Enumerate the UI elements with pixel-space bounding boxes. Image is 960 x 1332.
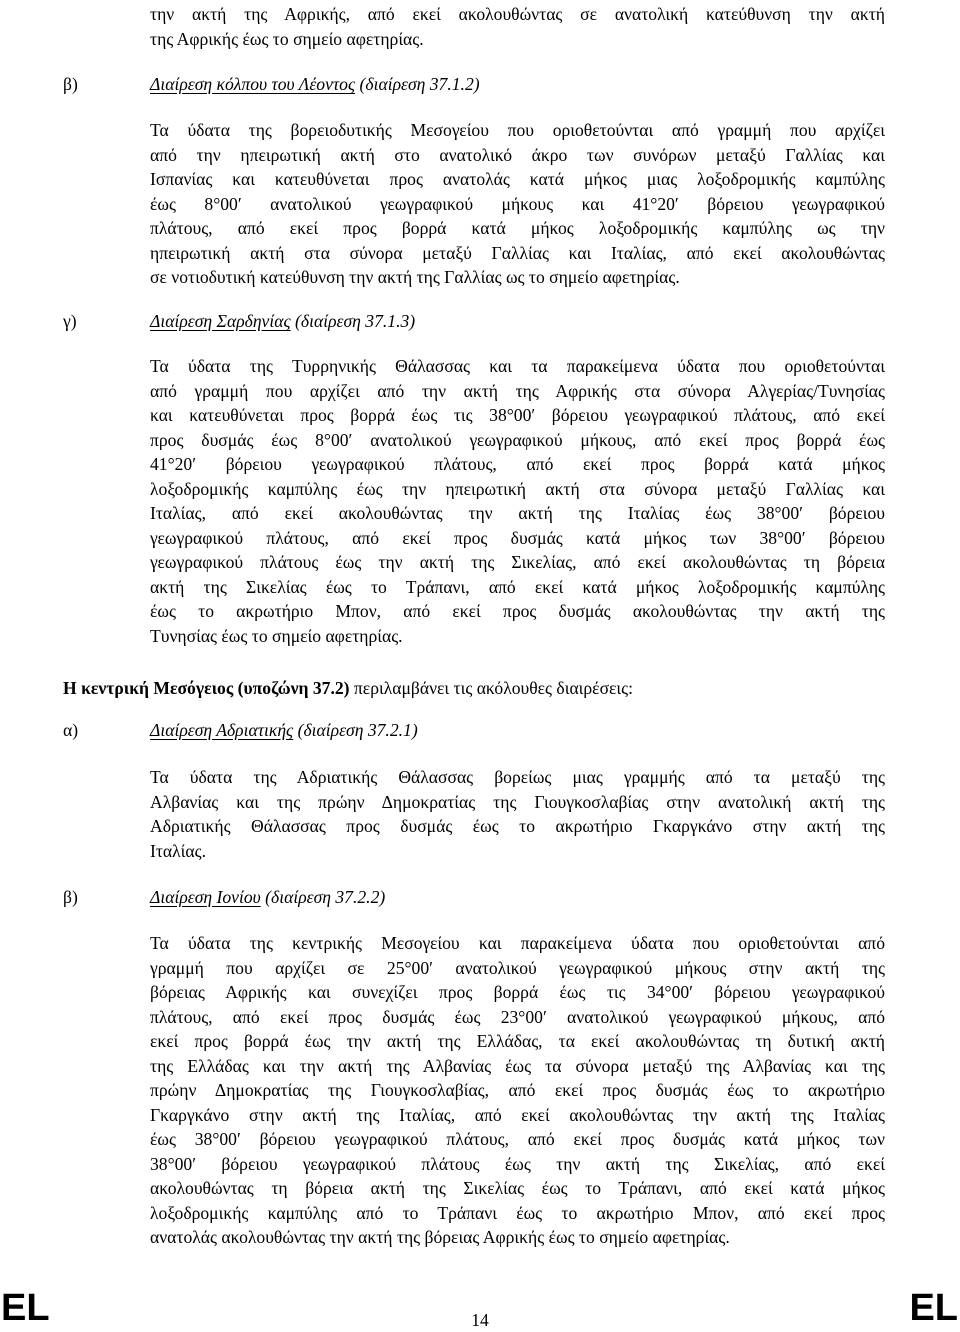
text-line: Τα ύδατα της Αδριατικής Θάλασσας βορείως μιας γραμμής από τα μεταξύ της	[150, 767, 885, 787]
text-line: γραμμή που αρχίζει σε 25°00′ ανατολικού γεωγραφικού μήκους στην ακτή της	[150, 957, 885, 978]
text-line: πλάτους, από εκεί προς βορρά κατά μήκος λοξοδρομικής καμπύλης ως την	[150, 218, 885, 238]
text-line: γεωγραφικού πλάτους έως την ακτή της Σικελίας, από εκεί ακολουθώντας τη βόρεια	[150, 552, 885, 572]
section-title	[150, 309, 415, 334]
text-line: πλάτους, από εκεί προς δυσμάς έως 23°00′ ανατολικού γεωγραφικού μήκους, από	[150, 1006, 885, 1027]
continuation-paragraph	[150, 2, 885, 51]
section-reference: (διαίρεση 37.2.2)	[265, 887, 386, 907]
paragraph-sardinia	[150, 354, 885, 648]
central-mediterranean-rest: περιλαμβάνει τις ακόλουθες διαιρέσεις:	[349, 678, 634, 698]
text-line: προς δυσμάς έως 8°00′ ανατολικού γεωγραφικού μήκους, από εκεί προς βορρά έως	[150, 429, 885, 450]
section-title-underlined: Διαίρεση Ιονίου	[150, 887, 261, 907]
text-line: σε νοτιοδυτική κατεύθυνση την ακτή της Γαλλίας ως το σημείο αφετηρίας.	[150, 267, 680, 287]
text-line: 38°00′ βόρειου γεωγραφικού πλάτους έως την ακτή της Σικελίας, από εκεί	[150, 1153, 885, 1174]
text-line: εκεί προς βορρά έως την ακτή της Ελλάδας, τα εκεί ακολουθώντας τη δυτική ακτή	[150, 1031, 885, 1051]
text-line: ανατολάς ακολουθώντας την ακτή της βόρειας Αφρικής έως το σημείο αφετηρίας.	[150, 1227, 730, 1247]
section-reference: (διαίρεση 37.1.2)	[359, 74, 480, 94]
text-line: γεωγραφικού πλάτους, από εκεί προς δυσμάς κατά μήκος των 38°00′ βόρειου	[150, 527, 885, 548]
section-label: β)	[63, 887, 78, 907]
text-line: λοξοδρομικής καμπύλης έως την ηπειρωτική ακτή στα σύνορα μεταξύ Γαλλίας και	[150, 478, 885, 499]
text-line: από την ηπειρωτική ακτή στο ανατολικό άκρο των συνόρων μεταξύ Γαλλίας και	[150, 144, 885, 165]
section-label: α)	[63, 720, 79, 740]
section-title-underlined: Διαίρεση Σαρδηνίας	[150, 311, 291, 331]
section-label: β)	[63, 74, 78, 94]
text-line: έως 38°00′ βόρειου γεωγραφικού πλάτους, από εκεί προς δυσμάς κατά μήκος των	[150, 1129, 885, 1149]
text-line: Τα ύδατα της Τυρρηνικής Θάλασσας και τα παρακείμενα ύδατα που οριοθετούνται	[150, 356, 885, 376]
text-line: Ισπανίας και κατευθύνεται προς ανατολάς κατά μήκος μιας λοξοδρομικής καμπύλης	[150, 169, 885, 189]
section-title-underlined: Διαίρεση Αδριατικής	[150, 720, 294, 740]
text-line: Ιταλίας.	[150, 840, 206, 861]
section-title	[150, 72, 480, 97]
section-heading-adriatic	[63, 718, 883, 743]
section-reference: (διαίρεση 37.1.3)	[295, 311, 416, 331]
text-line: Γκαργκάνο στην ακτή της Ιταλίας, από εκεί ακολουθώντας την ακτή της Ιταλίας	[150, 1104, 885, 1125]
text-line: έως το ακρωτήριο Μπον, από εκεί προς δυσμάς ακολουθώντας την ακτή της	[150, 601, 885, 621]
text-line: Τυνησίας έως το σημείο αφετηρίας.	[150, 625, 403, 646]
text-line: 41°20′ βόρειου γεωγραφικού πλάτους, από εκεί προς βορρά κατά μήκος	[150, 454, 885, 474]
footer-language-mark-right: EL	[909, 1287, 958, 1329]
text-line: Αδριατικής Θάλασσας προς δυσμάς έως το ακρωτήριο Γκαργκάνο στην ακτή της	[150, 816, 885, 836]
section-title	[150, 718, 418, 743]
text-line: της Ελλάδας και την ακτή της Αλβανίας έως τα σύνορα μεταξύ της Αλβανίας και της	[150, 1055, 885, 1076]
footer-language-mark-left: EL	[1, 1287, 50, 1329]
text-line: Ιταλίας, από εκεί ακολουθώντας την ακτή της Ιταλίας έως 38°00′ βόρειου	[150, 503, 885, 523]
section-heading-sardinia	[63, 309, 883, 334]
central-mediterranean-bold: Η κεντρική Μεσόγειος (υποζώνη 37.2)	[63, 678, 350, 698]
section-heading-ionian	[63, 885, 883, 910]
text-line: λοξοδρομικής καμπύλης από το Τράπανι έως το ακρωτήριο Μπον, από εκεί προς	[150, 1202, 885, 1223]
section-reference: (διαίρεση 37.2.1)	[297, 720, 418, 740]
text-line: ακτή της Σικελίας έως το Τράπανι, από εκεί κατά μήκος λοξοδρομικής καμπύλης	[150, 576, 885, 597]
section-heading-lion	[63, 72, 883, 97]
text-line: Τα ύδατα της βορειοδυτικής Μεσογείου που οριοθετούνται από γραμμή που αρχίζει	[150, 120, 885, 140]
text-line: βόρειας Αφρικής και συνεχίζει προς βορρά έως τις 34°00′ βόρειου γεωγραφικού	[150, 982, 885, 1002]
text-line: Τα ύδατα της κεντρικής Μεσογείου και παρακείμενα ύδατα που οριοθετούνται από	[150, 933, 885, 953]
page-number: 14	[471, 1310, 489, 1330]
text-line: της Αφρικής έως το σημείο αφετηρίας.	[150, 28, 424, 49]
text-line: ηπειρωτική ακτή στα σύνορα μεταξύ Γαλλίας και Ιταλίας, από εκεί ακολουθώντας	[150, 242, 885, 263]
text-line: έως 8°00′ ανατολικού γεωγραφικού μήκους και 41°20′ βόρειου γεωγραφικού	[150, 193, 885, 214]
section-label: γ)	[63, 311, 77, 331]
text-line: ακολουθώντας τη βόρεια ακτή της Σικελίας έως το Τράπανι, από εκεί κατά μήκος	[150, 1178, 885, 1198]
paragraph-ionian	[150, 931, 885, 1250]
central-mediterranean-intro	[63, 676, 633, 701]
paragraph-adriatic	[150, 765, 885, 863]
paragraph-lion	[150, 118, 885, 290]
text-line: από γραμμή που αρχίζει από την ακτή της Αφρικής στα σύνορα Αλγερίας/Τυνησίας	[150, 380, 885, 401]
text-line: Αλβανίας και της πρώην Δημοκρατίας της Γιουγκοσλαβίας στην ανατολική ακτή της	[150, 791, 885, 812]
text-line: την ακτή της Αφρικής, από εκεί ακολουθώντας σε ανατολική κατεύθυνση την ακτή	[150, 4, 885, 24]
text-line: πρώην Δημοκρατίας της Γιουγκοσλαβίας, από εκεί προς δυσμάς έως το ακρωτήριο	[150, 1080, 885, 1100]
text-line: και κατευθύνεται προς βορρά έως τις 38°00′ βόρειου γεωγραφικού πλάτους, από εκεί	[150, 405, 885, 425]
section-title-underlined: Διαίρεση κόλπου του Λέοντος	[150, 74, 356, 94]
section-title	[150, 885, 385, 910]
